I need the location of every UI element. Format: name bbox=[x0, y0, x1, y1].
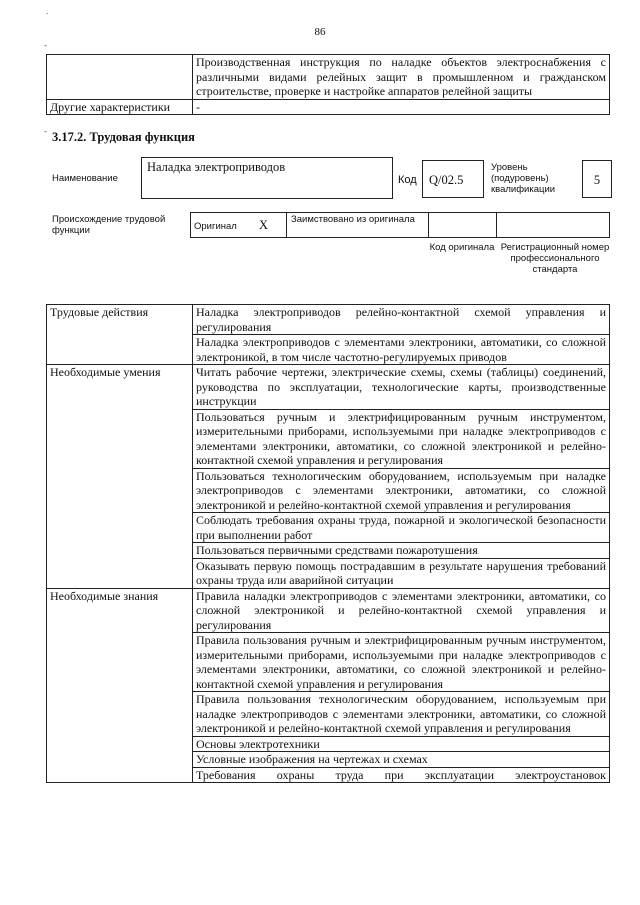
margin-mark: - bbox=[44, 126, 47, 136]
qualification-level-box bbox=[582, 160, 612, 198]
code-label: Код bbox=[398, 174, 417, 186]
skill-item: Пользоваться первичными средствами пожаротушения bbox=[193, 543, 610, 559]
skill-item: Пользоваться технологическим оборудованием, используемым при наладке электроприводов с элементами электроники, автоматики, со сложной электроникой и релейно-контактной схемой управления и регулирования bbox=[193, 468, 610, 513]
knowledge-item: Правила пользования ручным и электрифицированным ручным инструментом, измерительными приборами, используемыми при наладке электроприводов с элементами электроники, автоматики, со сложной электроникой и релейно-контактной схемой управления и регулирования bbox=[193, 633, 610, 692]
table-row bbox=[47, 305, 610, 335]
code-original-caption: Код оригинала bbox=[429, 242, 495, 253]
origin-label: Происхождение трудовой функции bbox=[52, 214, 166, 236]
margin-mark: - bbox=[44, 40, 47, 50]
other-characteristics-label: Другие характеристики bbox=[47, 99, 193, 115]
origin-divider bbox=[496, 212, 497, 238]
labor-action-item: Наладка электроприводов релейно-контактной схемой управления и регулирования bbox=[193, 305, 610, 335]
original-mark: X bbox=[259, 218, 269, 232]
original-label: Оригинал bbox=[194, 221, 237, 232]
table-row bbox=[47, 588, 610, 633]
registration-number-caption: Регистрационный номер профессионального стандарта bbox=[500, 242, 610, 275]
skill-item: Соблюдать требования охраны труда, пожарной и экологической безопасности при выполнении работ bbox=[193, 513, 610, 543]
section-title: 3.17.2. Трудовая функция bbox=[52, 130, 195, 144]
required-skills-label: Необходимые умения bbox=[47, 365, 193, 589]
table-row bbox=[47, 365, 610, 410]
qualification-level-label: Уровень (подуровень) квалификации bbox=[491, 162, 556, 195]
knowledge-item: Основы электротехники bbox=[193, 736, 610, 752]
main-table bbox=[46, 304, 610, 783]
origin-divider bbox=[286, 212, 287, 238]
knowledge-item: Правила пользования технологическим оборудованием, используемым при наладке электроприводов с элементами электроники, автоматики, со сложной электроникой и релейно-контактной схемой управления и регулирования bbox=[193, 692, 610, 737]
top-table-instruction-cell: Производственная инструкция по наладке объектов электроснабжения с различными видами релейных защит в промышленном и гражданском строительстве, проверке и настройке аппаратов релейной защиты bbox=[193, 55, 610, 100]
knowledge-item: Требования охраны труда при эксплуатации электроустановок bbox=[193, 767, 610, 783]
skill-item: Читать рабочие чертежи, электрические схемы, схемы (таблицы) соединений, руководства по эксплуатации, технологические карты, производственные инструкции bbox=[193, 365, 610, 410]
other-characteristics-value: - bbox=[193, 99, 610, 115]
knowledge-item: Правила наладки электроприводов с элементами электроники, автоматики, со сложной электроникой и релейно-контактной схемой управления и регулирования bbox=[193, 588, 610, 633]
top-table-empty-cell bbox=[47, 55, 193, 100]
function-name-value: Наладка электроприводов bbox=[147, 160, 286, 174]
margin-mark: . bbox=[46, 6, 49, 16]
knowledge-item: Условные изображения на чертежах и схемах bbox=[193, 752, 610, 768]
function-name-box bbox=[141, 157, 393, 199]
borrowed-label: Заимствовано из оригинала bbox=[291, 214, 415, 225]
code-value: Q/02.5 bbox=[429, 173, 464, 187]
labor-action-item: Наладка электроприводов с элементами электроники, автоматики, со сложной электроникой, в том числе частотно-регулируемых приводов bbox=[193, 335, 610, 365]
code-value-box bbox=[422, 160, 484, 198]
origin-divider bbox=[428, 212, 429, 238]
required-knowledge-label: Необходимые знания bbox=[47, 588, 193, 783]
name-label: Наименование bbox=[52, 173, 118, 184]
skill-item: Оказывать первую помощь пострадавшим в результате нарушения требований охраны труда или аварийной ситуации bbox=[193, 558, 610, 588]
qualification-level-value: 5 bbox=[593, 173, 601, 187]
page-number: 86 bbox=[314, 26, 326, 38]
top-table bbox=[46, 54, 610, 115]
skill-item: Пользоваться ручным и электрифицированным ручным инструментом, измерительными приборами, используемыми при наладке электроприводов с элементами электроники, автоматики, со сложной электроникой и релейно-контактной схемой управления и регулирования bbox=[193, 409, 610, 468]
labor-actions-label: Трудовые действия bbox=[47, 305, 193, 365]
